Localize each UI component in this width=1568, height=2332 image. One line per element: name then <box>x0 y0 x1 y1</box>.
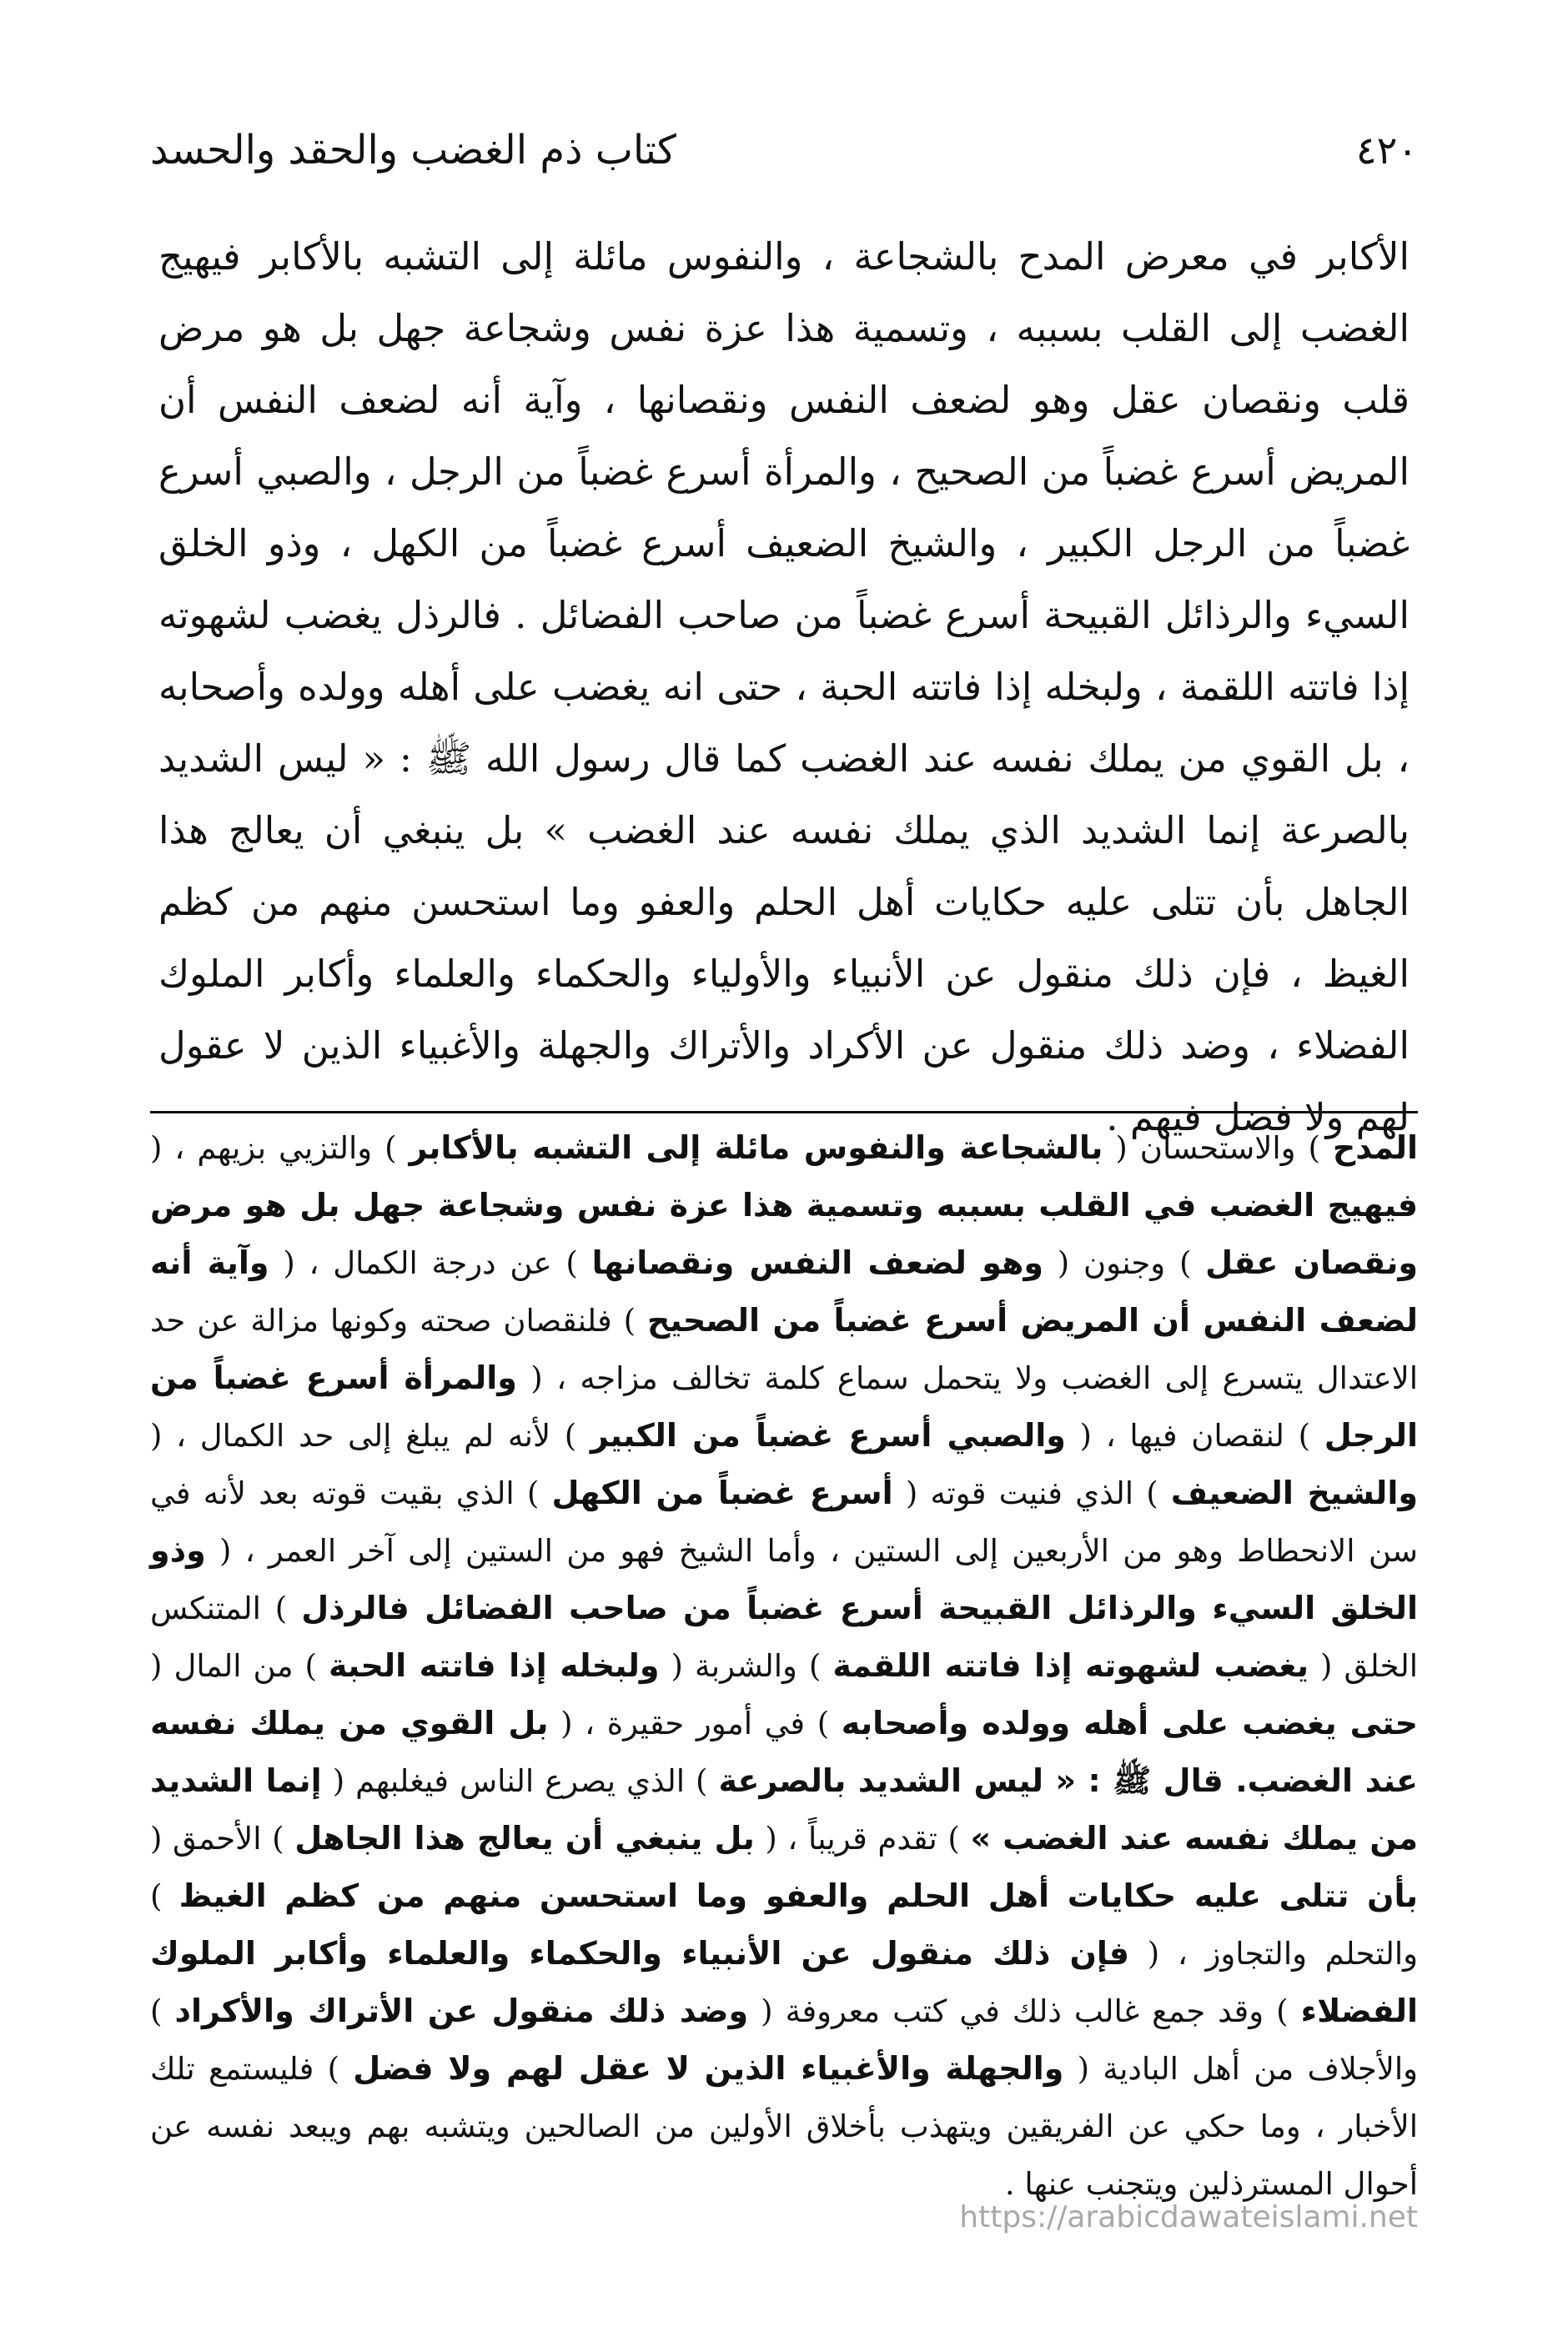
page-header <box>150 125 1418 175</box>
commentary-text-segment: ) والاستحسان ( <box>1103 1130 1333 1166</box>
quoted-text-segment: والصبي أسرع غضباً من الكبير <box>590 1417 1066 1454</box>
quoted-text-segment: فيهيج الغضب في القلب بسببه وتسمية هذا عزة نفس وشجاعة جهل بل هو مرض ونقصان عقل <box>150 1187 1419 1281</box>
quoted-text-segment: والجهلة والأغبياء الذين لا عقل لهم ولا فضل <box>353 2050 1064 2087</box>
quoted-text-segment: يغضب لشهوته إذا فاتته اللقمة <box>832 1647 1309 1684</box>
commentary-text-segment: ) وقد جمع غالب ذلك في كتب معروفة ( <box>748 1993 1301 2029</box>
quoted-text-segment: إنما الشديد من يملك نفسه عند الغضب » <box>150 1762 1418 1857</box>
commentary-text-segment: ) فليستمع تلك الأخبار ، وما حكي عن الفريقين ويتهذب بأخلاق الأولين من الصالحين ويتشبه بهم ويبعد نفسه عن أحوال المسترذلين ويتجنب عنها . <box>150 2051 1418 2202</box>
commentary-text-segment: ) والتزيي بزيهم ، ( <box>150 1130 410 1166</box>
commentary-text-segment: ) من المال ( <box>150 1648 329 1684</box>
quoted-text-segment: ولبخله إذا فاتته الحبة <box>328 1647 660 1684</box>
commentary-text-segment: ) الذي بقيت قوته بعد لأنه في سن الانحطاط وهو من الأربعين إلى الستين ، وأما الشيخ فهو من الستين إلى آخر العمر ، ( <box>150 1475 1418 1569</box>
commentary-text-segment: ) الذي فنيت قوته ( <box>892 1475 1171 1511</box>
quoted-text-segment: وهو لضعف النفس ونقصانها <box>591 1244 1043 1281</box>
commentary-text-segment: ) والأجلاف من أهل البادية ( <box>150 1993 1418 2087</box>
quoted-text-segment: بل القوي من يملك نفسه عند الغضب. قال ﷺ : « ليس الشديد بالصرعة <box>150 1705 1418 1799</box>
quoted-text-segment: بل ينبغي أن يعالج هذا الجاهل <box>294 1820 755 1857</box>
commentary-text-segment: ) المتنكس الخلق ( <box>150 1591 1419 1684</box>
commentary-text-segment: ) عن درجة الكمال ، ( <box>269 1245 592 1281</box>
commentary-text-segment: ) في أمور حقيرة ، ( <box>548 1706 842 1741</box>
commentary-text-segment: ) لأنه لم يبلغ إلى حد الكمال ، ( <box>150 1418 591 1454</box>
quoted-text-segment: وآية أنه لضعف النفس أن المريض أسرع غضباً من الصحيح <box>150 1244 1418 1339</box>
commentary-text-segment: ) الذي يصرع الناس فيغلبهم ( <box>321 1763 719 1799</box>
quoted-text-segment: بالشجاعة والنفوس مائلة إلى التشبه بالأكابر <box>409 1129 1103 1166</box>
commentary-text-segment: ) وجنون ( <box>1043 1245 1206 1281</box>
commentary-text-segment: ) تقدم قريباً ، ( <box>754 1821 971 1857</box>
quoted-text-segment: فإن ذلك منقول عن الأنبياء والحكماء والعلماء وأكابر الملوك الفضلاء <box>150 1935 1419 2029</box>
source-watermark: https://arabicdawateislami.net <box>959 2200 1418 2234</box>
commentary-text-segment: ) الأحمق ( <box>150 1821 295 1857</box>
commentary-paragraph <box>150 1119 1418 2213</box>
main-text-paragraph: الأكابر في معرض المدح بالشجاعة ، والنفوس مائلة إلى التشبه بالأكابر فيهيج الغضب إلى القلب بسببه ، وتسمية هذا عزة نفس وشجاعة جهل بل هو مرض قلب ونقصان عقل وهو لضعف النفس ونقصانها ، وآية أنه لضعف النفس أن المريض أسرع غضباً من الصحيح ، والمرأة أسرع غضباً من الرجل ، والصبي أسرع غضباً من الرجل الكبير ، والشيخ الضعيف أسرع غضباً من الكهل ، وذو الخلق السيء والرذائل القبيحة أسرع غضباً من صاحب الفضائل . فالرذل يغضب لشهوته إذا فاتته اللقمة ، ولبخله إذا فاتته الحبة ، حتى انه يغضب على أهله وولده وأصحابه ، بل القوي من يملك نفسه عند الغضب كما قال رسول الله ﷺ : « ليس الشديد بالصرعة إنما الشديد الذي يملك نفسه عند الغضب » بل ينبغي أن يعالج هذا الجاهل بأن تتلى عليه حكايات أهل الحلم والعفو وما استحسن منهم من كظم الغيظ ، فإن ذلك منقول عن الأنبياء والأولياء والحكماء والعلماء وأكابر الملوك الفضلاء ، وضد ذلك منقول عن الأكراد والأتراك والجهلة والأغبياء الذين لا عقول لهم ولا فضل فيهم . <box>158 234 1410 1139</box>
page-number: ٤٢٠ <box>1355 128 1418 173</box>
quoted-text-segment: بأن تتلى عليه حكايات أهل الحلم والعفو وما استحسن منهم من كظم الغيظ <box>178 1877 1418 1914</box>
quoted-text-segment: حتى يغضب على أهله وولده وأصحابه <box>841 1705 1419 1741</box>
quoted-text-segment: والشيخ الضعيف <box>1170 1475 1418 1511</box>
commentary-text-segment: ) والشربة ( <box>659 1648 833 1684</box>
quoted-text-segment: وضد ذلك منقول عن الأتراك والأكراد <box>174 1993 749 2029</box>
running-title: كتاب ذم الغضب والحقد والحسد <box>150 127 676 173</box>
commentary-text-segment: ) والتحلم والتجاوز ، ( <box>150 1878 1418 1972</box>
quoted-text-segment: وذو الخلق السيء والرذائل القبيحة أسرع غضباً من صاحب الفضائل فالرذل <box>150 1532 1418 1626</box>
footnote-divider <box>150 1111 1418 1113</box>
quoted-text-segment: المدح <box>1332 1129 1419 1166</box>
commentary-text-segment: ) لنقصان فيها ، ( <box>1065 1418 1324 1454</box>
quoted-text-segment: والمرأة أسرع غضباً من الرجل <box>150 1359 1419 1454</box>
commentary-text-segment: ) فلنقصان صحته وكونها مزالة عن حد الاعتدال يتسرع إلى الغضب ولا يتحمل سماع كلمة تخالف مزاجه ، ( <box>150 1303 1418 1396</box>
quoted-text-segment: أسرع غضباً من الكهل <box>551 1475 893 1511</box>
